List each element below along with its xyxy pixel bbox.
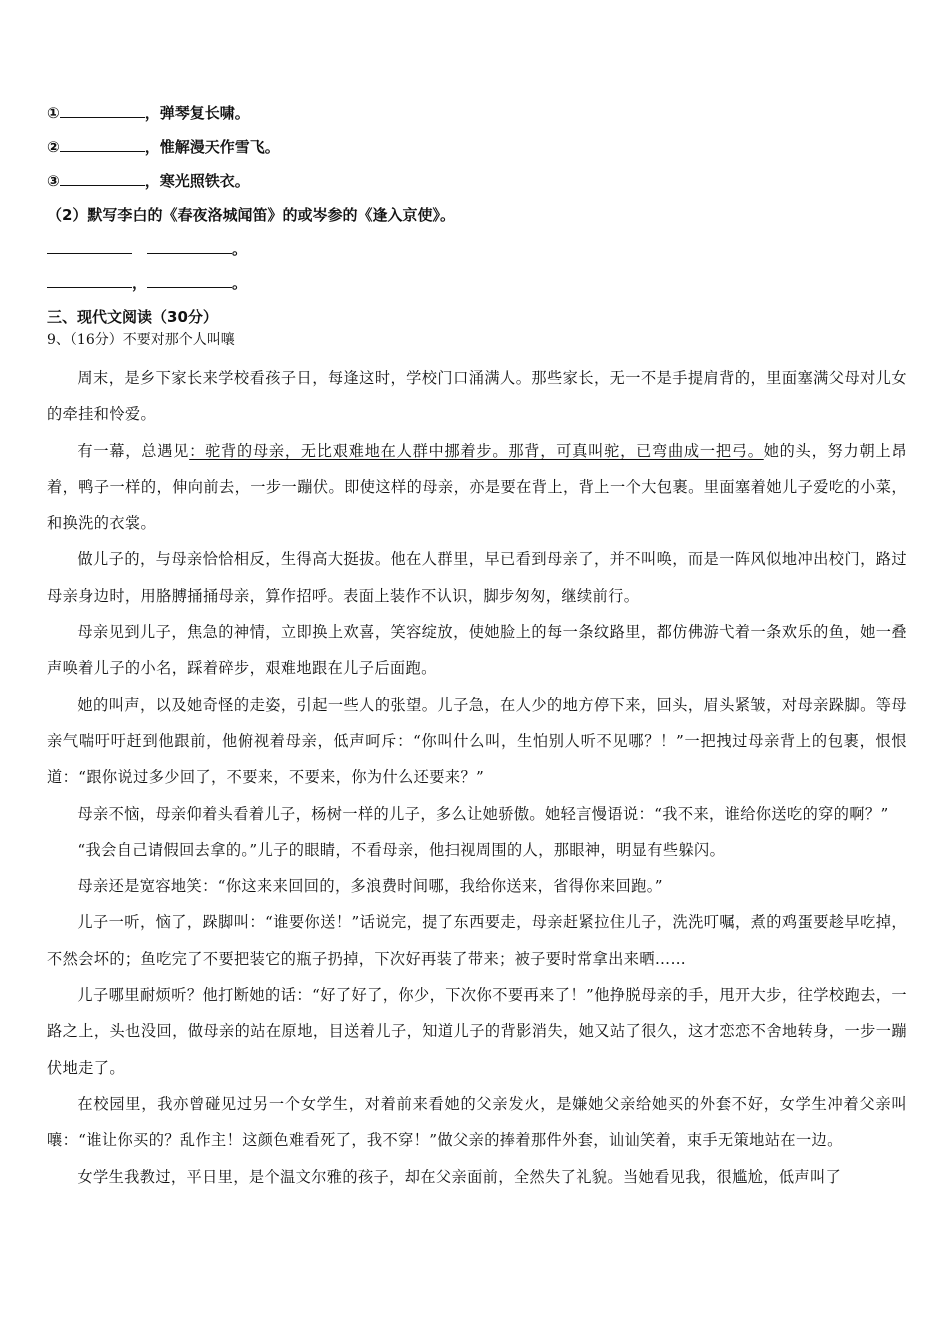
paragraph-8: 母亲还是宽容地笑：“你这来来回回的，多浪费时间哪，我给你送来，省得你来回跑。” [77, 877, 663, 896]
fill-line-1 [47, 103, 250, 123]
question-9-title: 9、（16分）不要对那个人叫嚷 [47, 332, 235, 348]
blank-row-2-sep: ， [132, 274, 148, 292]
answer-blank-3[interactable] [60, 171, 145, 186]
paragraph-11: 在校园里，我亦曾碰见过另一个女学生，对着前来看她的父亲发火，是嫌她父亲给她买的外套不好，女学生冲着父亲叫嚷：“谁让你买的？乱作主！这颜色难看死了，我不穿！”做父亲的捧着那件外套，讪讪笑着，束手无策地站在一边。 [47, 1094, 907, 1150]
paragraph-6: 母亲不恼，母亲仰着头看着儿子，杨树一样的儿子，多么让她骄傲。她轻言慢语说：“我不来，谁给你送吃的穿的啊？” [77, 804, 889, 823]
answer-blank-1[interactable] [60, 103, 145, 118]
paragraph-2-rest: 她的头，努力朝上昂着，鸭子一样的，伸向前去，一步一蹦伏。即使这样的母亲，亦是要在背上，背上一个大包裹。里面塞着她儿子爱吃的小菜，和换洗的衣裳。 [47, 441, 907, 533]
paragraph-7: “我会自己请假回去拿的。”儿子的眼睛，不看母亲，他扫视周围的人，那眼神，明显有些躲闪。 [77, 840, 726, 859]
paragraph-1: 周末，是乡下家长来学校看孩子日，每逢这时，学校门口涌满人。那些家长，无一不是手提肩背的，里面塞满父母对儿女的牵挂和怜爱。 [47, 369, 907, 424]
section-heading: 三、现代文阅读（30分） [47, 308, 218, 326]
paragraph-4: 母亲见到儿子，焦急的神情，立即换上欢喜，笑容绽放，使她脸上的每一条纹路里，都仿佛游弋着一条欢乐的鱼，她一叠声唤着儿子的小名，踩着碎步，艰难地跟在儿子后面跑。 [47, 623, 907, 678]
paragraph-2 [47, 433, 907, 542]
circled-number-2: ② [47, 138, 60, 156]
paragraph-10: 儿子哪里耐烦听？他打断她的话：“好了好了，你少，下次你不要再来了！”他挣脱母亲的手，甩开大步，往学校跑去，一路之上，头也没回，做母亲的站在原地，目送着儿子，知道儿子的背影消失，她又站了很久，这才恋恋不舍地转身，一步一蹦伏地走了。 [47, 986, 907, 1077]
blank-row-2 [47, 273, 247, 293]
paragraph-3: 做儿子的，与母亲恰恰相反，生得高大挺拔。他在人群里，早已看到母亲了，并不叫唤，而是一阵风似地冲出校门，路过母亲身边时，用胳膊捅捅母亲，算作招呼。表面上装作不认识，脚步匆匆，继续前行。 [47, 550, 907, 605]
paragraph-12: 女学生我教过，平日里，是个温文尔雅的孩子，却在父亲面前，全然失了礼貌。当她看见我，很尴尬，低声叫了 [77, 1167, 842, 1186]
answer-blank-2[interactable] [60, 137, 145, 152]
fill-line-2 [47, 137, 280, 157]
blank-row-1 [47, 239, 247, 259]
fill-line-1-text: ，弹琴复长啸。 [144, 104, 250, 122]
fill-line-2-text: ，惟解漫天作雪飞。 [144, 138, 280, 156]
reading-passage [47, 360, 907, 1195]
paragraph-5: 她的叫声，以及她奇怪的走姿，引起一些人的张望。儿子急，在人少的地方停下来，回头，眉头紧皱，对母亲跺脚。等母亲气喘吁吁赶到他跟前，他俯视着母亲，低声呵斥：“你叫什么叫，生怕别人听不见哪？！”一把拽过母亲背上的包裹，恨恨道：“跟你说过多少回了，不要来，不要来，你为什么还要来？” [47, 695, 907, 787]
fill-line-3 [47, 171, 250, 191]
answer-blank-5[interactable] [147, 239, 232, 254]
fill-line-3-text: ，寒光照铁衣。 [144, 172, 250, 190]
circled-number-3: ③ [47, 172, 60, 190]
underlined-sentence: ：驼背的母亲，无比艰难地在人群中挪着步。那背，可真叫驼，已弯曲成一把弓。 [189, 441, 764, 460]
question-2-prompt: （2）默写李白的《春夜洛城闻笛》的或岑参的《逢入京使》。 [47, 206, 455, 224]
circled-number-1: ① [47, 104, 60, 122]
paragraph-9: 儿子一听，恼了，跺脚叫：“谁要你送！”话说完，提了东西要走，母亲赶紧拉住儿子，洗洗叮嘱，煮的鸡蛋要趁早吃掉，不然会坏的；鱼吃完了不要把装它的瓶子扔掉，下次好再装了带来；被子要时常拿出来晒…… [47, 913, 907, 968]
answer-blank-7[interactable] [147, 273, 232, 288]
answer-blank-4[interactable] [47, 239, 132, 254]
answer-blank-6[interactable] [47, 273, 132, 288]
blank-row-1-end: 。 [232, 240, 248, 258]
paragraph-2-lead: 有一幕，总遇见 [77, 441, 190, 460]
blank-row-2-end: 。 [232, 274, 248, 292]
